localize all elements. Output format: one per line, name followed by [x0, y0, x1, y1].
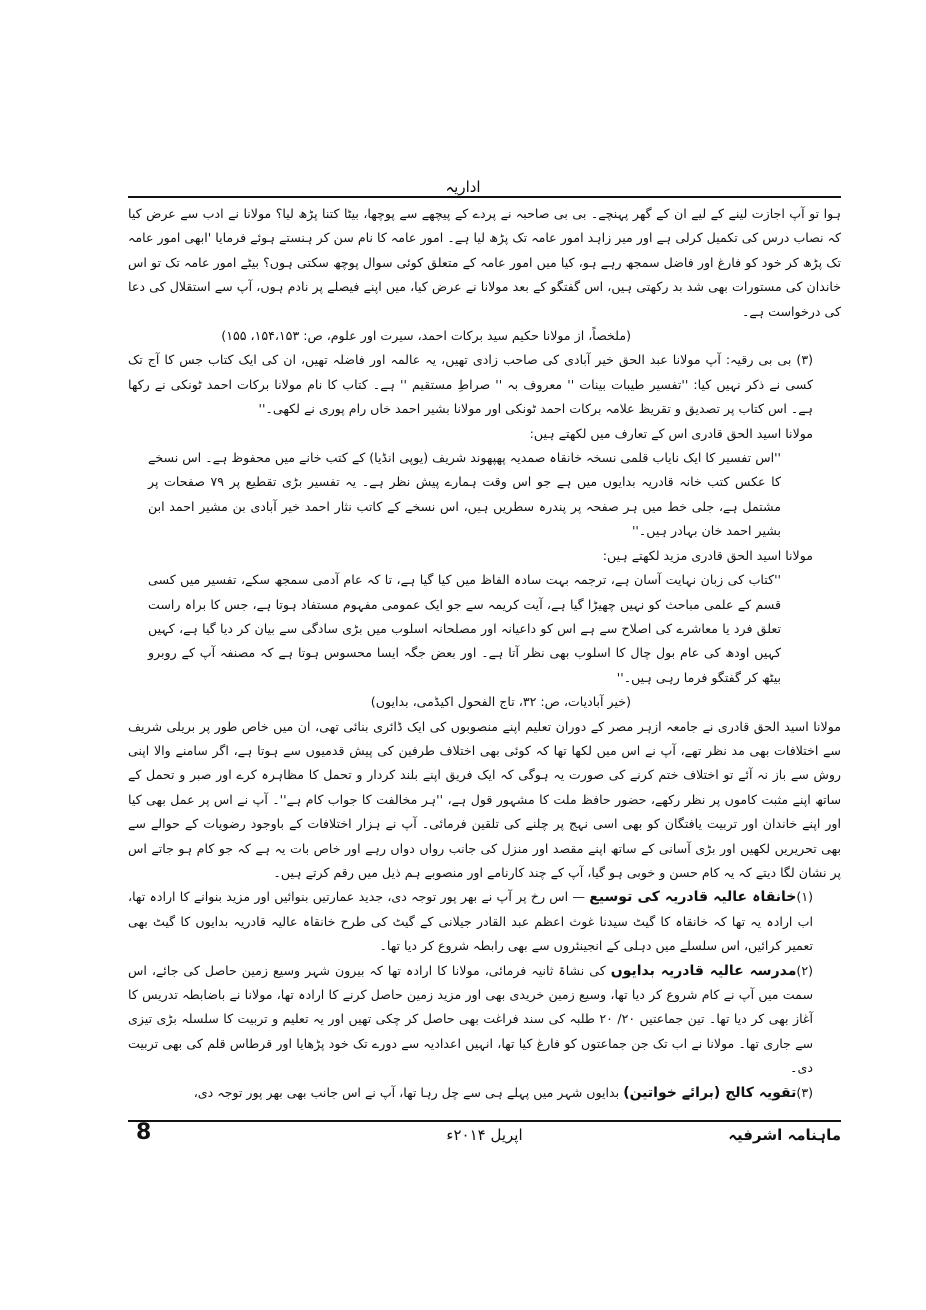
- page-footer: [128, 1120, 841, 1154]
- paragraph-intro-2: مولانا اسید الحق قادری مزید لکھتے ہیں:: [602, 547, 813, 563]
- page-number: 8: [136, 1120, 152, 1145]
- section-title: اداریہ: [445, 178, 481, 196]
- item-madrasa: [128, 959, 841, 1081]
- header-rule: [128, 196, 841, 198]
- item-number: (۱): [796, 889, 813, 905]
- paragraph-1: ہوا تو آپ اجازت لینے کے لیے ان کے گھر پہنچے۔ بی بی صاحبہ نے پردے کے پیچھے سے پوچھا، بیٹا کتنا پڑھ لیا؟ مولانا نے ادب سے عرض کیا کہ نصاب درس کی تکمیل کرلی ہے اور میر زاہد امور عامہ تک پڑھ لیا ہے۔ امور عامہ کا نام سن کر ہنستے ہوئے فرمایا 'ابھی امور عامہ تک پڑھ کر خود کو فارغ اور فاضل سمجھ رہے ہو، کیا میں امور عامہ کے متعلق کوئی سوال پوچھ سکتی ہوں؟ بیٹے امور عامہ تک تو اس خاندان کی مستورات بھی شد بد رکھتی ہیں، اس گفتگو کے بعد مولانا نے عرض کیا، میں اپنے فیصلے پر نادم ہوں، آپ سے استقلال کی دعا کی درخواست ہے۔: [128, 206, 841, 319]
- item-number: (۲): [796, 962, 813, 978]
- item-heading: خانقاہ عالیہ قادریہ کی توسیع: [589, 889, 797, 906]
- article-body: [128, 202, 841, 1116]
- item-text: بدایوں شہر میں پہلے ہی سے چل رہا تھا، آپ نے اس جانب بھی بھر پور توجہ دی،: [193, 1084, 624, 1100]
- footer-rule: [128, 1120, 841, 1122]
- magazine-name: ماہنامہ اشرفیہ: [728, 1126, 841, 1144]
- paragraph-plans: مولانا اسید الحق قادری نے جامعہ ازہر مصر کے دوران تعلیم اپنے منصوبوں کی ایک ڈائری بنائی تھی، ان میں خاص طور پر بریلی شریف سے اختلافات بھی مد نظر تھے، آپ نے اس میں لکھا تھا کہ کوئی بھی اختلاف طرفین کی پیش قدمیوں سے ہوتا ہے، اگر سامنے والا اپنی روش سے باز نہ آئے تو اختلاف ختم کرنے کی صورت یہ ہوگی کہ ایک فریق اپنے بلند کردار و تحمل کا مظاہرہ کرے اور صبر و تحمل کے ساتھ اپنے مثبت کاموں پر نظر رکھے، حضور حافظ ملت کا مشہور قول ہے، ''ہر مخالفت کا جواب کام ہے''۔ آپ نے اس پر عمل بھی کیا اور اپنے خاندان اور تربیت یافتگان کو بھی اسی نہج پر چلنے کی تلقین فرمائی۔ آپ نے ہزار اختلافات کے باوجود رضویات کے حوالے سے بھی تحریریں لکھیں اور بڑی آسانی کے ساتھ اپنے مقصد اور منزل کی جانب رواں دواں رہے اور خاص بات یہ ہے کہ جو کام ہو جاتے اس پر نشان لگا دیتے کہ یہ کام حسن و خوبی ہو گیا، آپ کے چند کارنامے اور منصوبے ہم ذیل میں رقم کرتے ہیں۔: [128, 718, 841, 880]
- item-heading: مدرسہ عالیہ قادریہ بدایوں: [610, 962, 797, 979]
- item-khanqah-expansion: [128, 885, 841, 958]
- citation-2: (خیر آبادیات، ص: ۳۲، تاج الفحول اکیڈمی، بدایوں): [370, 694, 631, 710]
- item-text: کی نشاۃ ثانیہ فرمائی، مولانا کا ارادہ تھا کہ بیرون شہر وسیع زمین حاصل کی جائے، اس سمت میں آپ نے کام شروع کر دیا تھا، وسیع زمین خریدی بھی اور مزید زمین حاصل کرنے کا ارادہ تھا، مولانا نے باضابطہ تدریس کا آغاز بھی کر دیا تھا۔ تین جماعتیں ۲۰/ ۲۰ طلبہ کی سند فراغت بھی حاصل کر چکی تھیں اور یہ تعلیم و تربیت کا سلسلہ بڑی تیزی سے جاری تھا۔ مولانا نے اب تک جن جماعتوں کو فارغ کیا تھا، انہیں اعدادیہ سے دورے تک خود پڑھایا اور قرطاس قلم کی بھی تربیت دی۔: [128, 962, 813, 1076]
- paragraph-bibi-ruqayya: (۳) بی بی رقیہ: آپ مولانا عبد الحق خیر آبادی کی صاحب زادی تھیں، یہ عالمہ اور فاضلہ تھیں، ان کی ایک کتاب جس کا آج تک کسی نے ذکر نہیں کیا: ''تفسیر طیبات بینات '' معروف بہ '' صراطِ مستقیم '' ہے۔ کتاب کا نام مولانا برکات احمد ٹونکی نے رکھا ہے۔ اس کتاب پر تصدیق و تقریظ علامہ برکات احمد ٹونکی اور مولانا بشیر احمد خاں رام پوری نے لکھی۔'': [128, 352, 813, 417]
- item-number: (۳): [796, 1084, 813, 1100]
- block-quote-1: ''اس تفسیر کا ایک نایاب قلمی نسخہ خانقاہ صمدیہ پھپھوند شریف (یوپی انڈیا) کے کتب خانے میں محفوظ ہے۔ اس نسخے کا عکس کتب خانہ قادریہ بدایوں میں ہے جو اس وقت ہمارے پیش نظر ہے۔ یہ تفسیر بڑی تقطیع پر ۷۹ صفحات پر مشتمل ہے، جلی خط میں ہر صفحہ پر پندرہ سطریں ہیں، اس نسخے کے کاتب نثار احمد خیر آبادی بن مشیر احمد ابن بشیر احمد خان بہادر ہیں۔'': [148, 450, 781, 539]
- item-college: [128, 1081, 841, 1105]
- block-quote-2: ''کتاب کی زبان نہایت آسان ہے، ترجمہ بہت سادہ الفاظ میں کیا گیا ہے، تا کہ عام آدمی سمجھ سکے، تفسیر میں کسی قسم کے علمی مباحث کو نہیں چھیڑا گیا ہے، آیت کریمہ سے جو ایک عمومی مفہوم مستفاد ہوتا ہے، جس کا براہ راست تعلق فرد یا معاشرے کی اصلاح سے ہے اس کو داعیانہ اور مصلحانہ اسلوب میں بڑی سادگی سے بیان کر دیا گیا ہے، کہیں کہیں اودھ کی عام بول چال کا اسلوب بھی نظر آتا ہے۔ اور بعض جگہ ایسا محسوس ہوتا ہے کہ مصنفہ آپ کے روبرو بیٹھ کر گفتگو فرما رہی ہیں۔'': [148, 572, 781, 685]
- item-text: — اس رخ پر آپ نے بھر پور توجہ دی، جدید عمارتیں بنوائیں اور مزید بنوانے کا ارادہ تھا، اب ارادہ یہ تھا کہ خانقاہ کا گیٹ سیدنا غوث اعظم عبد القادر جیلانی کے گیٹ کی طرح خانقاہ عالیہ قادریہ بدایوں کا گیٹ بھی تعمیر کرائیں، اس سلسلے میں دہلی کے انجینئروں سے بھی رابطہ شروع کر دیا تھا۔: [128, 889, 813, 954]
- paragraph-intro-1: مولانا اسید الحق قادری اس کے تعارف میں لکھتے ہیں:: [529, 425, 813, 441]
- citation-1: (ملخصاً، از مولانا حکیم سید برکات احمد، سیرت اور علوم، ص: ۱۵۴،۱۵۳، ۱۵۵): [221, 328, 631, 344]
- item-heading: تقویہ کالج (برائے خواتین): [623, 1084, 797, 1101]
- issue-date: اپریل ۲۰۱۴ء: [446, 1126, 523, 1144]
